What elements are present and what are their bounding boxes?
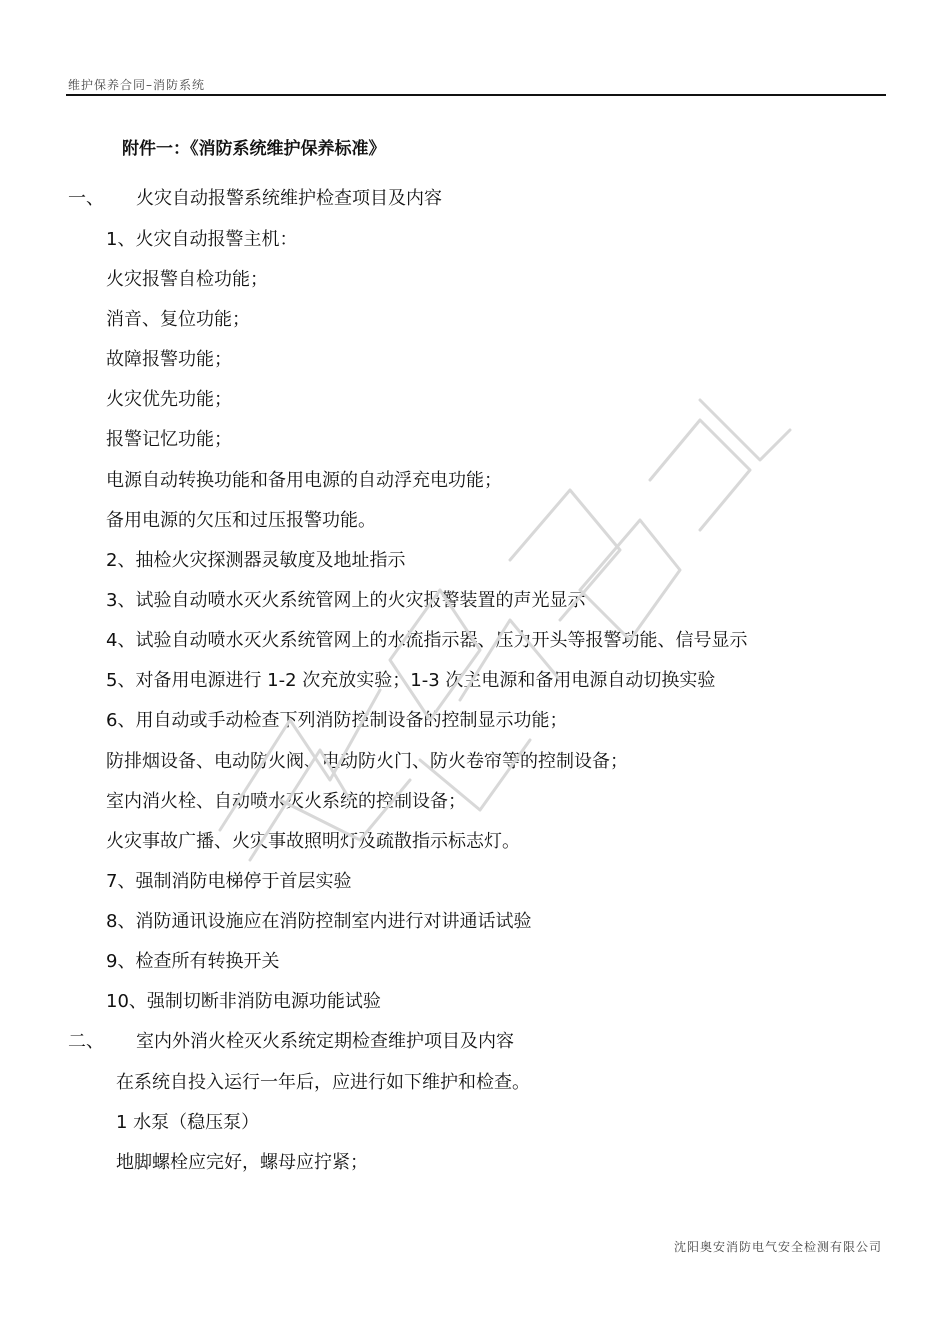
- section1-number: 一、: [68, 188, 104, 209]
- section1-line: 室内消火栓、自动喷水灭火系统的控制设备；: [106, 791, 466, 812]
- section2-number: 二、: [68, 1031, 104, 1052]
- section2-line: 在系统自投入运行一年后，应进行如下维护和检查。: [116, 1072, 530, 1093]
- section2-heading: 室内外消火栓灭火系统定期检查维护项目及内容: [136, 1031, 514, 1052]
- section1-line: 火灾事故广播、火灾事故照明灯及疏散指示标志灯。: [106, 831, 520, 852]
- section1-line: 8、消防通讯设施应在消防控制室内进行对讲通话试验: [106, 911, 532, 932]
- header-rule: [66, 94, 886, 96]
- section1-line: 备用电源的欠压和过压报警功能。: [106, 510, 376, 531]
- section1-line: 10、强制切断非消防电源功能试验: [106, 991, 381, 1012]
- page-header: [68, 76, 886, 96]
- section1-line: 5、对备用电源进行 1-2 次充放实验；1-3 次主电源和备用电源自动切换实验: [106, 670, 716, 691]
- section2-line: 地脚螺栓应完好，螺母应拧紧；: [116, 1152, 368, 1173]
- section1-line: 火灾报警自检功能；: [106, 269, 268, 290]
- header-text: 维护保养合同–消防系统: [68, 78, 206, 92]
- section1-line: 故障报警功能；: [106, 349, 232, 370]
- section1-line: 7、强制消防电梯停于首层实验: [106, 871, 352, 892]
- section1-line: 消音、复位功能；: [106, 309, 250, 330]
- section1-line: 火灾优先功能；: [106, 389, 232, 410]
- section1-line: 电源自动转换功能和备用电源的自动浮充电功能；: [106, 470, 502, 491]
- section1-line: 3、试验自动喷水灭火系统管网上的火灾报警装置的声光显示: [106, 590, 586, 611]
- section1-line: 4、试验自动喷水灭火系统管网上的水流指示器、压力开头等报警功能、信号显示: [106, 630, 748, 651]
- section1-heading: 火灾自动报警系统维护检查项目及内容: [136, 188, 442, 209]
- document-title: 附件一：《消防系统维护保养标准》: [122, 139, 386, 159]
- section1-line: 6、用自动或手动检查下列消防控制设备的控制显示功能；: [106, 710, 568, 731]
- page-footer: 沈阳奥安消防电气安全检测有限公司: [673, 1240, 882, 1254]
- section1-line: 1、火灾自动报警主机：: [106, 229, 298, 250]
- section1-line: 2、抽检火灾探测器灵敏度及地址指示: [106, 550, 406, 571]
- section2-line: 1 水泵（稳压泵）: [116, 1112, 260, 1133]
- section1-line: 防排烟设备、电动防火阀、电动防火门、防火卷帘等的控制设备；: [106, 751, 628, 772]
- section1-line: 报警记忆功能；: [106, 429, 232, 450]
- section1-line: 9、检查所有转换开关: [106, 951, 280, 972]
